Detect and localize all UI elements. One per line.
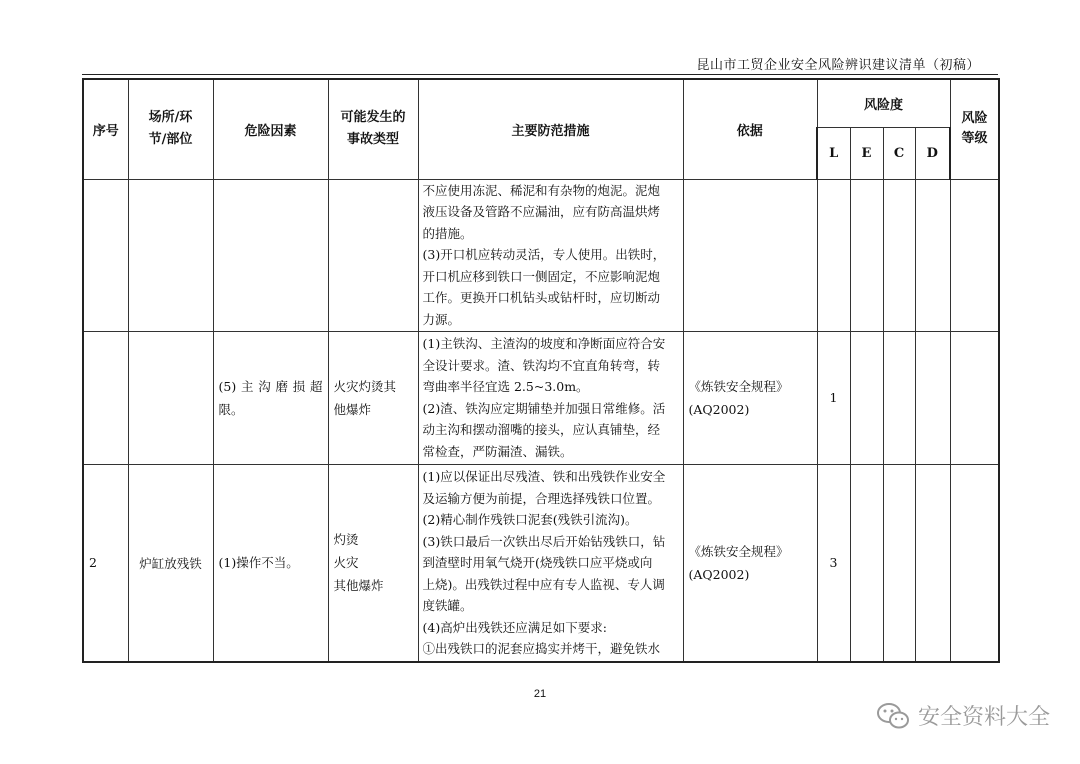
header-C: C [883,127,915,179]
measure-line: 不应使用冻泥、稀泥和有杂物的炮泥。泥炮 [422,182,661,198]
measure-line: (4)高炉出残铁还应满足如下要求: [422,619,607,635]
cell-basis [683,179,817,331]
table-row [83,179,999,331]
header-basis: 依据 [683,79,817,179]
cell-hazard: (5)主沟磨损超限。 [213,331,328,464]
cell-D [915,179,950,331]
document-header-title: 昆山市工贸企业安全风险辨识建议清单（初稿） [696,58,980,73]
cell-seq: 2 [83,464,128,662]
measure-line: 力源。 [422,311,461,327]
cell-accident-type: 灼烫 火灾 其他爆炸 [328,464,418,662]
cell-E [850,179,883,331]
cell-C [883,464,915,662]
cell-C [883,331,915,464]
wechat-icon [876,701,910,731]
cell-E [850,464,883,662]
cell-D [915,331,950,464]
measure-line: ①出残铁口的泥套应捣实并烤干，避免铁水 [422,641,661,656]
header-risk-level: 风险等级 [950,79,999,179]
header-E: E [850,127,883,179]
cell-location: 炉缸放残铁 [128,464,213,662]
header-L: L [817,127,850,179]
header-location: 场所/环节/部位 [128,79,213,179]
measure-line: 工作。更换开口机钻头或钻杆时，应切断动 [422,290,661,306]
measure-line: 动主沟和摆动溜嘴的接头，应认真铺垫，经 [422,422,661,437]
cell-E [850,331,883,464]
cell-hazard [213,179,328,331]
watermark-text: 安全资料大全 [917,705,1050,730]
measure-line: 全设计要求。渣、铁沟均不宜直角转弯，转 [422,357,661,373]
measure-line: (3)开口机应转动灵活，专人使用。出铁时， [422,247,666,263]
cell-C [883,179,915,331]
measure-line: 开口机应移到铁口一侧固定，不应影响泥炮 [422,268,661,284]
table-row [83,464,999,662]
cell-level [950,464,999,662]
header-measures: 主要防范措施 [418,79,683,179]
cell-measures [418,179,683,331]
cell-L: 3 [817,464,850,662]
cell-hazard: (1)操作不当。 [213,464,328,662]
measure-line: 的措施。 [422,225,473,241]
cell-level [950,179,999,331]
measure-line: 度铁罐。 [422,598,473,613]
cell-seq [83,331,128,464]
measure-line: (1)应以保证出尽残渣、铁和出残铁作业安全 [422,469,666,484]
cell-D [915,464,950,662]
cell-measures [418,464,683,662]
header-D: D [915,127,950,179]
measure-line: (3)铁口最后一次铁出尽后开始钻残铁口，钻 [422,533,666,549]
measure-line: (2)渣、铁沟应定期铺垫并加强日常维修。活 [422,400,666,416]
measure-line: 及运输方便为前提，合理选择残铁口位置。 [422,490,661,506]
measure-line: 到渣壁时用氧气烧开(烧残铁口应平烧或向 [422,555,653,570]
cell-L [817,179,850,331]
header-rule [82,74,998,75]
measure-line: 上烧)。出残铁过程中应有专人监视、专人调 [422,576,665,592]
measure-line: (1)主铁沟、主渣沟的坡度和净断面应符合安 [422,336,666,351]
measure-line: (2)精心制作残铁口泥套(残铁引流沟)。 [422,512,638,527]
table-row [83,331,999,464]
cell-basis: 《炼铁安全规程》 (AQ2002) [683,331,817,464]
measure-line: 液压设备及管路不应漏油，应有防高温烘烤 [422,204,661,220]
cell-basis: 《炼铁安全规程》 (AQ2002) [683,464,817,662]
cell-L: 1 [817,331,850,464]
risk-table [82,78,1000,663]
watermark [876,700,1050,731]
cell-location [128,179,213,331]
header-accident-type: 可能发生的事故类型 [328,79,418,179]
cell-seq [83,179,128,331]
page-number: 21 [533,688,547,700]
header-hazard: 危险因素 [213,79,328,179]
measure-line: 常检查，严防漏渣、漏铁。 [422,443,573,459]
cell-accident-type [328,179,418,331]
cell-measures [418,331,683,464]
cell-level [950,331,999,464]
header-seq: 序号 [83,79,128,179]
cell-location [128,331,213,464]
cell-accident-type: 火灾灼烫其 他爆炸 [328,331,418,464]
measure-line: 弯曲率半径宜选 2.5~3.0m。 [422,379,589,394]
header-risk-degree: 风险度 [817,79,950,127]
